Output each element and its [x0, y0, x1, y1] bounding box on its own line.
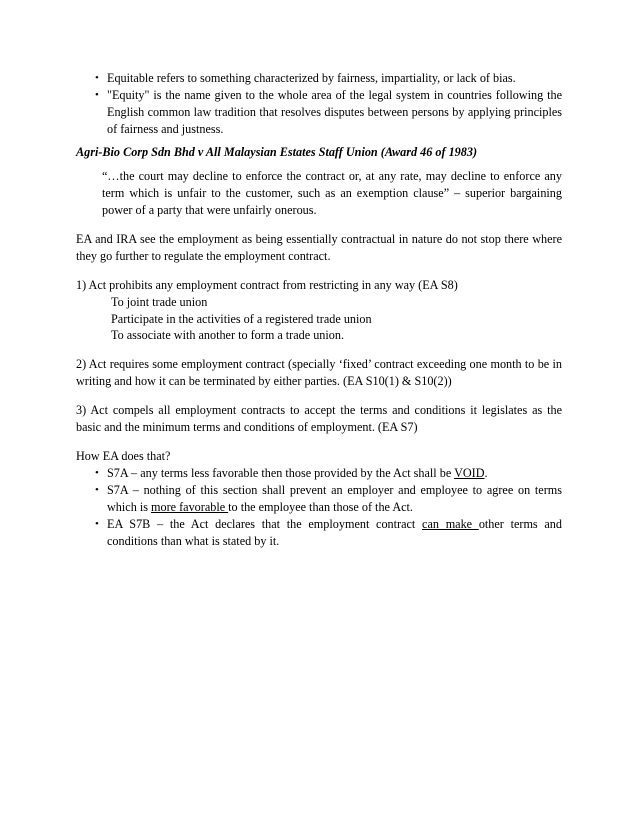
how-bullet-list: [76, 465, 562, 550]
point-1-item: To associate with another to form a trade union.: [111, 328, 345, 342]
bullet-icon: •: [95, 89, 99, 101]
point-3: 3) Act compels all employment contracts to accept the terms and conditions it legislates as the basic and the minimum terms and conditions of employment. (EA S7): [76, 402, 562, 434]
list-item: [76, 87, 562, 138]
point-1-item: To joint trade union: [111, 295, 208, 309]
point-1-item: Participate in the activities of a registered trade union: [111, 311, 372, 326]
bullet-icon: •: [95, 72, 99, 84]
list-item: [76, 465, 562, 482]
list-item-text: "Equity" is the name given to the whole area of the legal system in countries following the English common law tradition that resolves disputes between persons by applying principles of fairness and justness.: [107, 88, 562, 136]
bullet-icon: •: [95, 466, 99, 479]
list-item-text: S7A – nothing of this section shall prevent an employer and employee to agree on terms which is: [107, 482, 562, 514]
list-item-text: EA S7B – the Act declares that the employment contract: [107, 516, 423, 531]
underlined-term: more favorable: [151, 499, 229, 514]
bullet-icon: •: [95, 483, 99, 496]
point-1-heading: 1) Act prohibits any employment contract from restricting in any way (EA S8): [76, 278, 458, 292]
list-item-text: S7A – any terms less favorable then those provided by the Act shall be: [107, 465, 455, 480]
intro-paragraph: EA and IRA see the employment as being essentially contractual in nature do not stop there where they go further to regulate the employment contract.: [76, 232, 562, 263]
list-item: [76, 482, 562, 516]
bullet-icon: •: [95, 517, 99, 530]
page-content: [76, 70, 562, 550]
case-quote: “…the court may decline to enforce the contract or, at any rate, may decline to enforce any term which is unfair to the customer, such as an exemption clause” – superior bargaining power of a party that were unfairly onerous.: [102, 169, 562, 217]
how-heading: How EA does that?: [76, 448, 171, 463]
list-item: [76, 70, 562, 87]
list-item-text: Equitable refers to something characterized by fairness, impartiality, or lack of bias.: [107, 71, 516, 85]
how-section: [76, 448, 562, 550]
underlined-term: VOID: [454, 465, 485, 480]
point-2: 2) Act requires some employment contract (specially ‘fixed’ contract exceeding one month to be in writing and how it can be terminated by either parties. (EA S10(1) & S10(2)): [76, 356, 562, 388]
underlined-term: can make: [422, 516, 479, 531]
list-item-text: .: [484, 465, 488, 480]
list-item-text: other terms and conditions than what is stated by it.: [107, 516, 562, 548]
case-heading: Agri-Bio Corp Sdn Bhd v All Malaysian Estates Staff Union (Award 46 of 1983): [76, 145, 478, 159]
list-item: [76, 516, 562, 550]
point-1: [76, 277, 562, 344]
intro-bullet-list: [76, 70, 562, 138]
list-item-text: to the employee than those of the Act.: [228, 499, 413, 514]
